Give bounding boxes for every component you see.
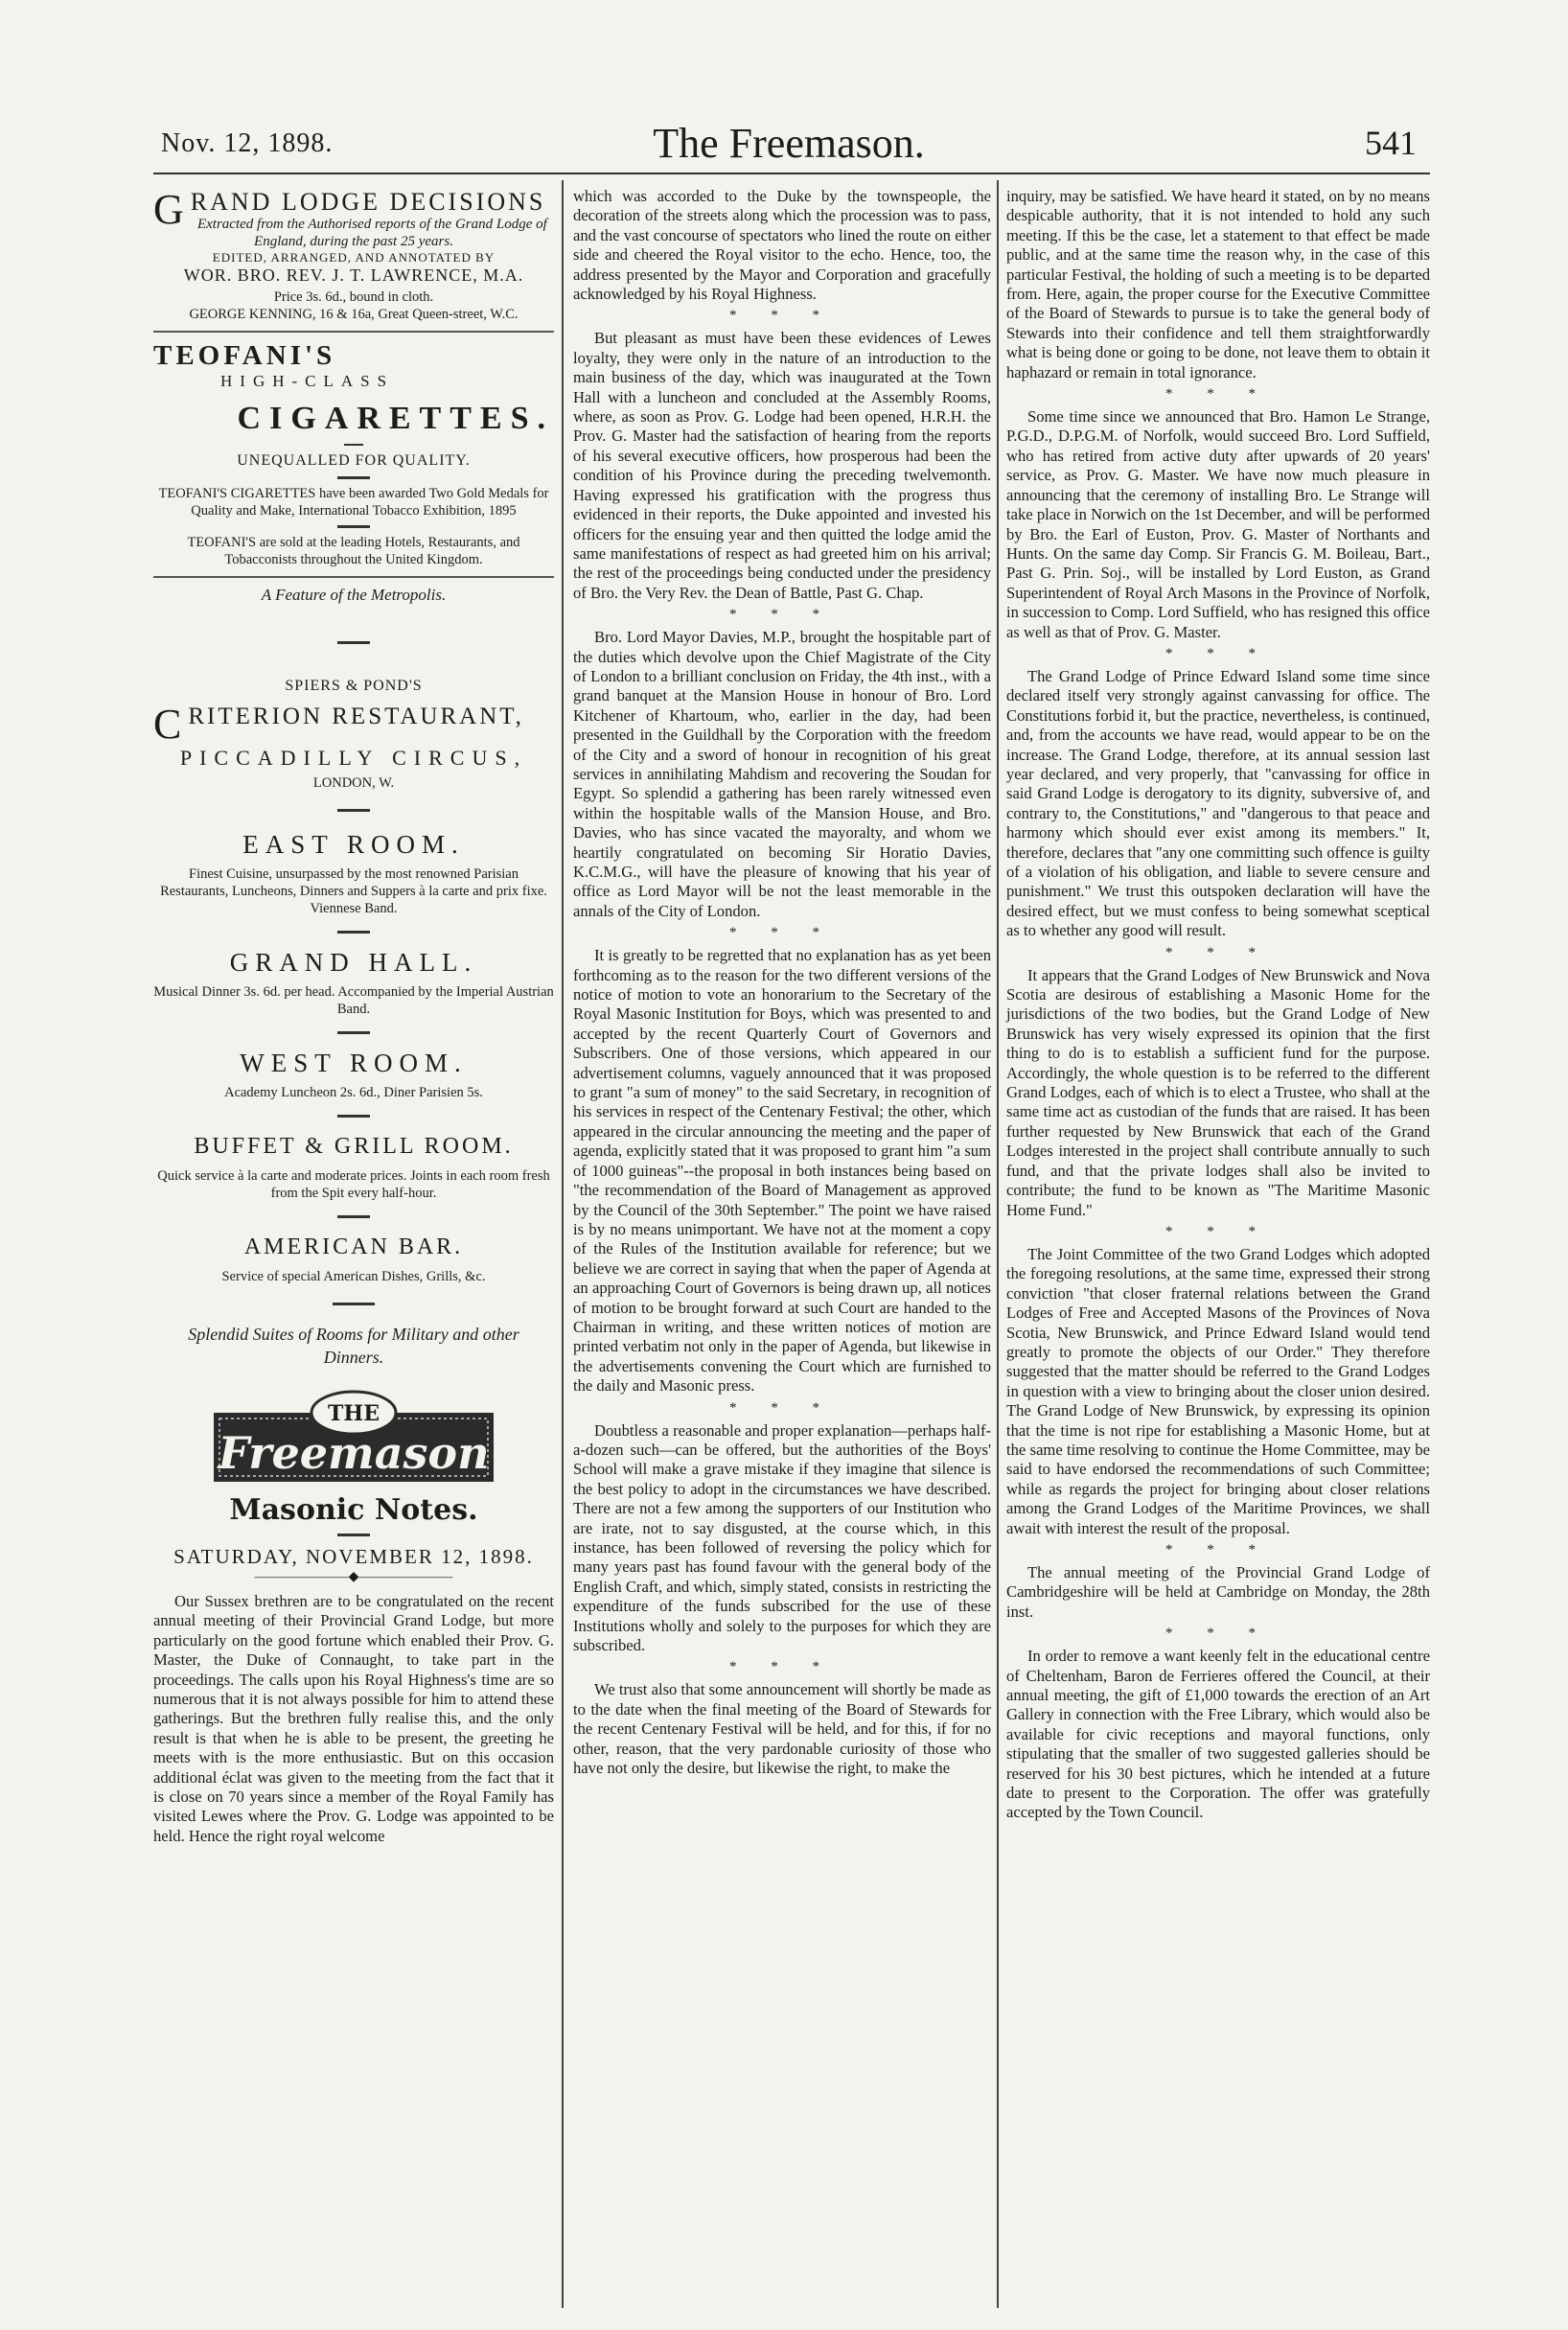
ad-teofani-awards: TEOFANI'S CIGARETTES have been awarded Two Gold Medals for Quality and Make, International Tobacco Exhibition, 1895: [158, 486, 549, 519]
drop-cap-g: G: [153, 186, 187, 233]
ad-grand-lodge-publisher: GEORGE KENNING, 16 & 16a, Great Queen-street, W.C.: [189, 307, 519, 322]
column-1-body: [153, 1592, 554, 1846]
ad-west-room-text: Academy Luncheon 2s. 6d., Diner Parisien 5s.: [224, 1085, 483, 1100]
column-2: [573, 187, 991, 1782]
article-paragraph: It is greatly to be regretted that no explanation has as yet been forthcoming as to the reason for the two different versions of the notice of motion to vote an honorarium to the Secretary of the Royal Masonic Institution for Boys, which was presented to and accepted by the recent Quarterly Court of Governors and Subscribers. One of those versions, which appeared in our advertisement columns, vaguely announced that it was proposed to grant "a sum of money" to the said Secretary, in recognition of his services in respect of the Centenary Festival; the other, which appeared in the circular announcing the meeting and the paper of agenda, explicitly stated that it was proposed to grant him "a sum of 1000 guineas"--the proposal in both instances being based on "the recommendation of the Board of Management as approved by the Council of the 30th September." The point we have raised is by no means unimportant. We have not at the moment a copy of the Rules of the Institution available for reference; but we believe we are correct in saying that when the paper of Agenda at an approaching Court of Governors is being drawn up, all notices of motion to be brought forward at such Court are handed to the Chairman in writing, and these written notices of motion are printed verbatim not only in the paper of Agenda, but likewise in the advertisements convening the Court which are furnished to the daily and Masonic press.: [573, 946, 991, 1396]
article-paragraph: Doubtless a reasonable and proper explanation—perhaps half-a-dozen such—can be offered, but the authorities of the Boys' School will make a grave mistake if they imagine that silence is the best policy to adopt in the circumstances we have described. There are not a few among the supporters of our Institution who are irate, not to say disgusted, at the course which, in this instance, has been followed of reversing the policy which for many years past has found favour with the general body of the English Craft, and which, simply stated, consists in restricting the expenditure of the funds subscribed for the use of these Institutions wholly and solely to the purposes for which they are subscribed.: [573, 1420, 991, 1655]
article-paragraph: It appears that the Grand Lodges of New Brunswick and Nova Scotia are desirous of establishing a Masonic Home for the jurisdictions of the two bodies, but the Grand Lodge of New Brunswick has very wisely expressed its opinion that the first thing to do is to establish a sufficient fund for the purpose. Accordingly, the whole question is to be referred to the different Grand Lodges, each of which is to elect a Trustee, who shall at the same time act as custodian of the funds that are raised. It has been further requested by New Brunswick that each of the Grand Lodges interested in the project shall contribute annually to such fund, and that the private lodges shall also be invited to contribute; the fund to be known as "The Maritime Masonic Home Fund.": [1006, 965, 1430, 1219]
paragraph-separator-stars: * * *: [1165, 645, 1271, 661]
article-paragraph: Our Sussex brethren are to be congratulated on the recent annual meeting of their Provincial Grand Lodge, but more particularly on the good fortune which enabled their Prov. G. Master, the Duke of Connaught, to take part in the proceedings. The calls upon his Royal Highness's time are so numerous that it is not always possible for him to attend these gatherings. But the brethren fully realise this, and the only result is that when he is able to be present, the greeting he meets with is the more enthusiastic. But on this occasion additional éclat was given to the meeting from the fact that it is close on 70 years since a member of the Royal Family has visited Lewes where the Prov. G. Lodge was appointed to be held. Hence the right royal welcome: [153, 1592, 554, 1845]
ad-divider-short: [337, 476, 370, 479]
paragraph-separator-stars: * * *: [729, 925, 835, 941]
ornamental-rule: ———————◆———————: [254, 1570, 453, 1584]
ad-divider: [153, 331, 554, 333]
paragraph-separator-stars: * * *: [1165, 944, 1271, 960]
article-paragraph: But pleasant as must have been these evidences of Lewes loyalty, they were only in the nature of an introduction to the main business of the day, which was inaugurated at the Town Hall with a luncheon and concluded at the Assembly Rooms, where, as soon as Prov. G. Lodge had been opened, H.R.H. the Prov. G. Master had the satisfaction of hearing from the reports of his several executive officers, how prosperous had been the condition of his Province during the preceding twelvemonth. Having expressed his gratification with the progress thus evidenced in their reports, the Duke appointed and invested his officers for the ensuing year and then quitted the lodge amid the same manifestations of respect as had greeted him on his arrival; the rest of the proceedings being conducted under the presidency of Bro. the Very Rev. the Dean of Battle, Past G. Chap.: [573, 329, 991, 602]
ad-grand-hall-heading: GRAND HALL.: [229, 948, 478, 977]
ad-grand-lodge-price: Price 3s. 6d., bound in cloth.: [273, 289, 434, 305]
article-paragraph: inquiry, may be satisfied. We have heard it stated, on by no means despicable authority, that it is not intended to hold any such meeting. If this be the case, let a statement to that effect be made public, and at the same time the reason why, in the case of this particular Festival, the holding of such a meeting is to be departed from. Here, again, the proper course for the Executive Committee of the Board of Stewards to pursue is to take the general body of Stewards into their confidence and tell them straightforwardly what is being done or going to be done, not leave them to obtain it haphazard or remain in total ignorance.: [1006, 187, 1430, 381]
article-paragraph: We trust also that some announcement will shortly be made as to the date when the final meeting of the Board of Stewards for the recent Centenary Festival will be held, and for this, if for no other, reason, that the very pardonable curiosity of those who have not only the desire, but likewise the right, to make the: [573, 1680, 991, 1778]
paragraph-separator-stars: * * *: [1165, 1542, 1271, 1557]
ad-teofani-brand: TEOFANI'S: [153, 340, 336, 371]
logo-the-text: THE: [328, 1401, 380, 1426]
ad-teofani: [153, 340, 554, 578]
page-number: 541: [1365, 124, 1417, 162]
article-paragraph: Some time since we announced that Bro. Hamon Le Strange, P.G.D., D.P.G.M. of Norfolk, would succeed Bro. Lord Suffield, who has retired from active duty after upwards of 20 years' service, as Prov. G. Master. We have now much pleasure in announcing that the ceremony of installing Bro. Le Strange will take place in Norwich on the 1st December, and will be performed by Bro. the Earl of Euston, Prov. G. Master of Northants and Hunts. On the same day Comp. Sir Francis G. M. Boileau, Bart., Past G. Prin. Soj., will be installed by Lord Euston, as Grand Superintendent of Royal Arch Masons in the Province of Norfolk, in succession to Comp. Lord Suffield, who has resigned this office as well as that of Prov. G. Master.: [1006, 407, 1430, 641]
ad-west-room-heading: WEST ROOM.: [240, 1049, 468, 1077]
column-3: [1006, 187, 1430, 1827]
article-paragraph: The Joint Committee of the two Grand Lodges which adopted the foregoing resolutions, at the same time, expressed their strong conviction "that closer fraternal relations between the Grand Lodges of Free and Accepted Masons of the Provinces of Nova Scotia, New Brunswick, and Prince Edward Island would tend greatly to promote the objects of our Order." They therefore suggested that the matter should be referred to the Grand Lodges in question with a view to bringing about the closer union desired. The Grand Lodge of New Brunswick, by expressing its opinion that the time is not ripe for establishing a Masonic Home, but at the same time resolving to continue the Home Committee, may be said to have endorsed the recommendations of such Committee; while as regards the project for bringing about closer relations among the Grand Lodges of the Maritime Provinces, we shall await with interest the result of the proposal.: [1006, 1244, 1430, 1537]
column-rule-2: [997, 180, 999, 2308]
ad-teofani-cigarettes: CIGARETTES.: [237, 401, 554, 436]
ad-grand-lodge-subtitle: Extracted from the Authorised reports of the Grand Lodge of England, during the past 25 years.: [196, 217, 547, 249]
ad-divider-short: [337, 1115, 370, 1118]
article-paragraph: The annual meeting of the Provincial Grand Lodge of Cambridgeshire will be held at Cambridge on Monday, the 28th inst.: [1006, 1563, 1430, 1621]
ad-grand-lodge-edited: EDITED, ARRANGED, AND ANNOTATED BY: [212, 250, 496, 265]
ad-grand-lodge-editor: WOR. BRO. REV. J. T. LAWRENCE, M.A.: [183, 265, 524, 285]
ad-criterion-title-rest: RITERION RESTAURANT,: [188, 704, 524, 729]
paragraph-separator-stars: * * *: [1165, 1223, 1271, 1239]
freemason-logo: [210, 1384, 497, 1488]
ad-divider: [153, 576, 554, 578]
article-paragraph: which was accorded to the Duke by the townspeople, the decoration of the streets along which the procession was to pass, and the vast concourse of spectators who lined the route on either side and cheered the Royal visitor to the echo. Hence, too, the address presented by the Mayor and Corporation and gracefully acknowledged by his Royal Highness.: [573, 187, 991, 304]
column-rule-1: [562, 180, 564, 2308]
ad-american-bar-heading: AMERICAN BAR.: [243, 1234, 464, 1259]
paragraph-separator-stars: * * *: [1165, 386, 1271, 403]
paragraph-separator-stars: * * *: [1165, 1626, 1271, 1642]
article-paragraph: The Grand Lodge of Prince Edward Island some time since declared itself very strongly against canvassing for office. The Constitutions forbid it, but the practice, nevertheless, is continued, and, from the accounts we have read, would appear to be on the increase. The Grand Lodge, therefore, at its annual session last year declared, and very properly, that "canvassing for office in said Grand Lodge is derogatory to its dignity, subversive of, and contrary to, the Constitutions," and "dangerous to that peace and harmony which should ever exist among its members." It, therefore, declares that "any one committing such offence is guilty of a violation of his obligation, and liable to severe censure and punishment." We trust this outspoken declaration will have the desired effect, but we must confess to being somewhat sceptical as to whether any good will result.: [1006, 666, 1430, 940]
drop-cap-c: C: [153, 701, 185, 748]
paragraph-separator-stars: * * *: [729, 607, 835, 623]
ad-teofani-sold: TEOFANI'S are sold at the leading Hotels, Restaurants, and Tobacconists throughout the United Kingdom.: [187, 535, 520, 567]
freemason-logo-graphic: [210, 1384, 497, 1488]
paragraph-separator-stars: * * *: [729, 1659, 835, 1675]
ad-divider-short: [337, 641, 370, 644]
ad-grand-lodge-decisions: [153, 186, 554, 333]
ad-american-bar-text: Service of special American Dishes, Grills, &c.: [221, 1269, 486, 1284]
section-date: SATURDAY, NOVEMBER 12, 1898.: [173, 1545, 534, 1568]
ad-east-room-heading: EAST ROOM.: [242, 830, 465, 859]
ad-criterion-suites: Splendid Suites of Rooms for Military and other Dinners.: [188, 1325, 519, 1367]
ad-grand-lodge-title-rest: RAND LODGE DECISIONS: [190, 188, 546, 216]
ad-criterion: [153, 586, 554, 1369]
ad-teofani-unequalled: UNEQUALLED FOR QUALITY.: [237, 452, 471, 469]
ad-criterion-spiers: SPIERS & POND'S: [285, 678, 423, 694]
newspaper-title: The Freemason.: [653, 120, 925, 167]
ad-buffet-heading: BUFFET & GRILL ROOM.: [194, 1134, 514, 1159]
masthead: [161, 119, 1417, 169]
ad-criterion-feature: A Feature of the Metropolis.: [261, 586, 447, 604]
ad-criterion-piccadilly: PICCADILLY CIRCUS,: [179, 746, 528, 770]
issue-date-header: Nov. 12, 1898.: [161, 128, 334, 158]
ad-divider-short: [337, 1215, 370, 1218]
ad-divider-short: [333, 1303, 375, 1305]
ad-divider-short: [337, 1031, 370, 1034]
ad-divider-short: [337, 931, 370, 934]
article-paragraph: In order to remove a want keenly felt in the educational centre of Cheltenham, Baron de Ferrieres offered the Council, at their annual meeting, the gift of £1,000 towards the erection of an Art Gallery in connection with the Free Library, which would also be available for civic receptions and mayoral functions, only stipulating that the smaller of two suggested galleries should be reserved for his 30 best pictures, which he intended at a future date to present to the Corporation. The offer was gratefully accepted by the Town Council.: [1006, 1647, 1430, 1822]
ad-east-room-text: Finest Cuisine, unsurpassed by the most renowned Parisian Restaurants, Luncheons, Dinners and Suppers à la carte and prix fixe. Viennese Band.: [160, 866, 547, 916]
section-heading-masonic-notes: Masonic Notes.: [229, 1493, 478, 1527]
ad-divider-short: [337, 1534, 370, 1536]
ad-grand-hall-text: Musical Dinner 3s. 6d. per head. Accompanied by the Imperial Austrian Band.: [153, 984, 554, 1017]
column-1: [153, 187, 554, 1850]
paragraph-separator-stars: * * *: [729, 1399, 835, 1416]
logo-word-text: Freemason: [218, 1427, 490, 1479]
ad-criterion-title: [153, 701, 554, 748]
ad-divider-short: [344, 444, 363, 446]
ad-criterion-london: LONDON, W.: [312, 775, 395, 791]
ad-divider-short: [337, 809, 370, 812]
ad-divider-short: [337, 525, 370, 528]
paragraph-separator-stars: * * *: [729, 308, 835, 324]
ad-buffet-text: Quick service à la carte and moderate prices. Joints in each room fresh from the Spit every half-hour.: [157, 1168, 550, 1201]
ad-teofani-high-class: HIGH-CLASS: [220, 372, 395, 390]
masthead-rule: [153, 173, 1430, 174]
article-paragraph: Bro. Lord Mayor Davies, M.P., brought the hospitable part of the duties which devolve upon the Chief Magistrate of the City of London to a brilliant conclusion on Friday, the 4th inst., with a grand banquet at the Mansion House in honour of Bro. Lord Kitchener of Khartoum, who, earlier in the day, had been presented in the Guildhall by the Corporation with the freedom of the City and a sword of honour in recognition of his great services in annihilating Mahdism and recovering the Soudan for Egypt. So splendid a gathering has been rarely witnessed even within the hospitable walls of the Mansion House, and Bro. Davies, who has since vacated the mayoralty, and whom we heartily congratulated on becoming Sir Horatio Davies, K.C.M.G., will have the pleasure of knowing that his year of office as Lord Mayor will be not the least memorable in the annals of the City of London.: [573, 628, 991, 920]
